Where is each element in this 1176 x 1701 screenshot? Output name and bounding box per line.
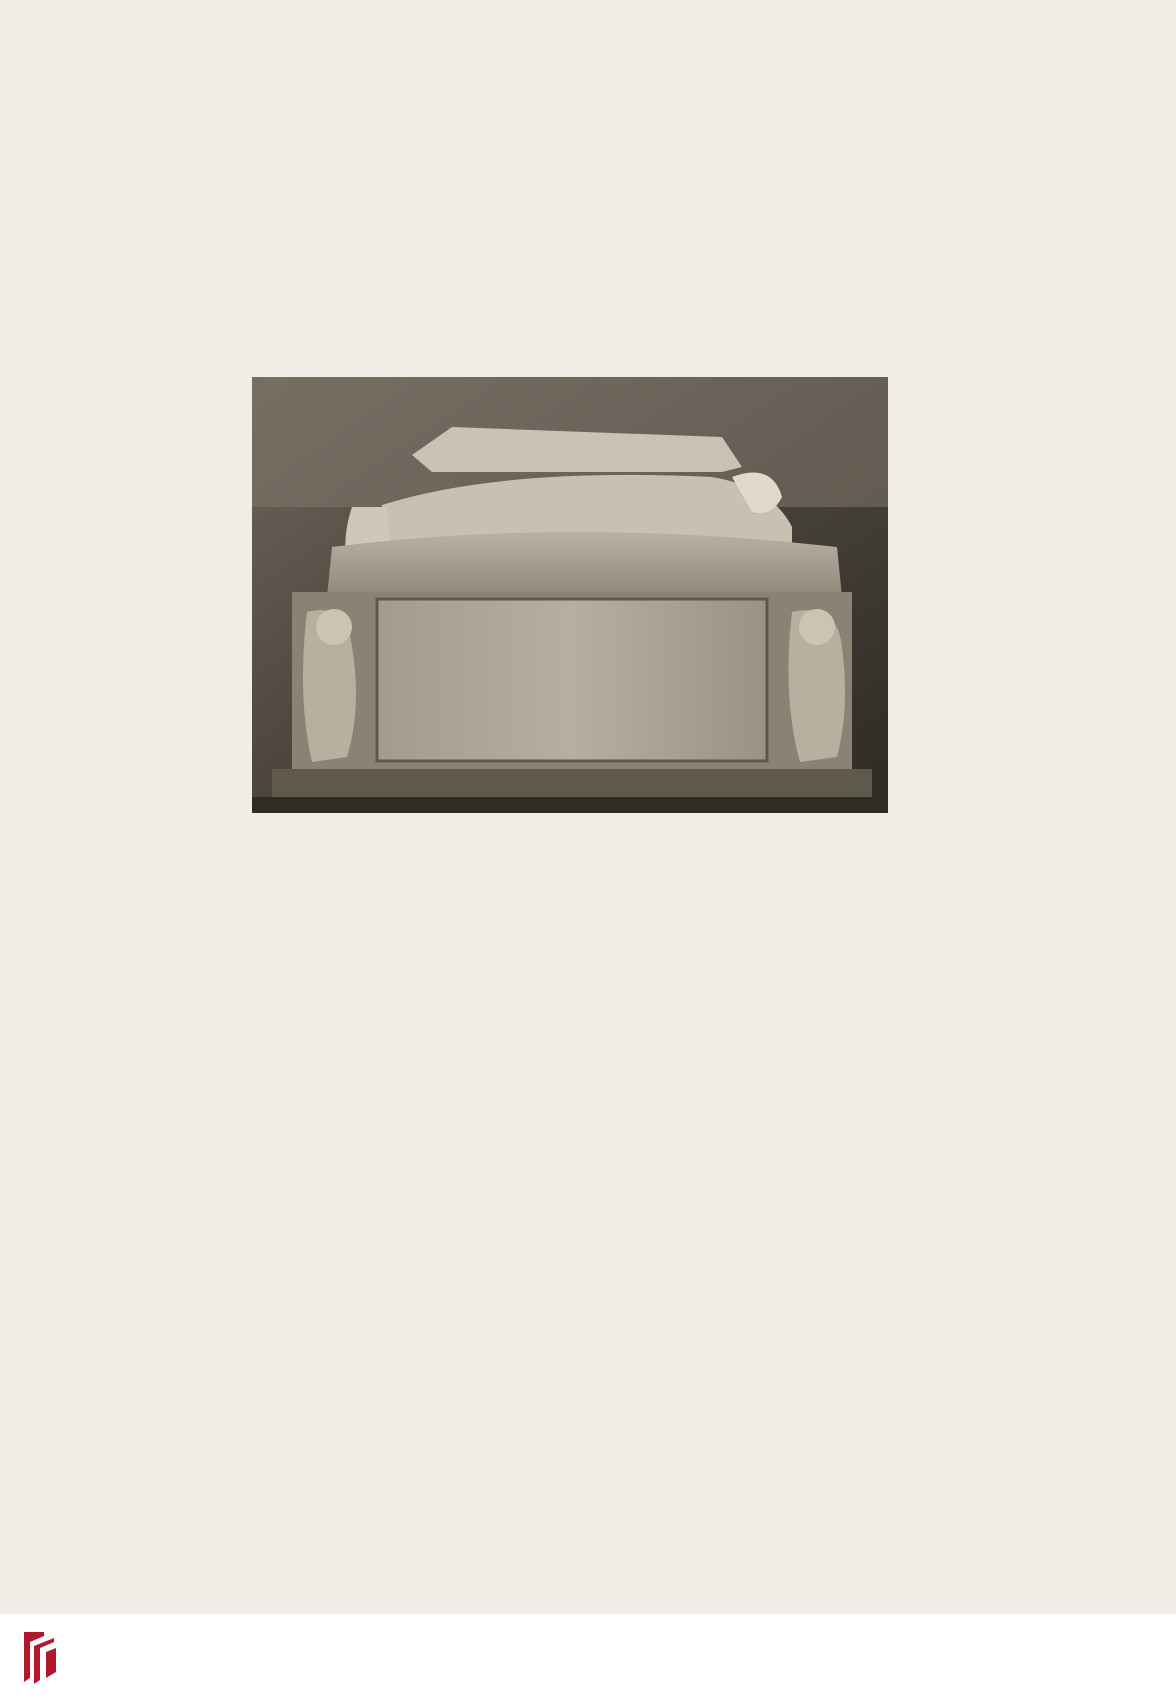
sarcophagus-illustration (252, 377, 888, 813)
right-putto-head (799, 609, 835, 645)
funeral-cloth (327, 532, 842, 597)
floor-shadow (252, 797, 888, 813)
running-head (160, 124, 978, 148)
left-putto-head (316, 609, 352, 645)
university-library-logo-icon (20, 1628, 60, 1686)
sarcophagus-photograph (252, 377, 888, 813)
viewer-footer (0, 1614, 1176, 1701)
sarcophagus-base (272, 769, 872, 799)
inscription-panel (377, 599, 767, 761)
funding-notice (1022, 1628, 1162, 1634)
